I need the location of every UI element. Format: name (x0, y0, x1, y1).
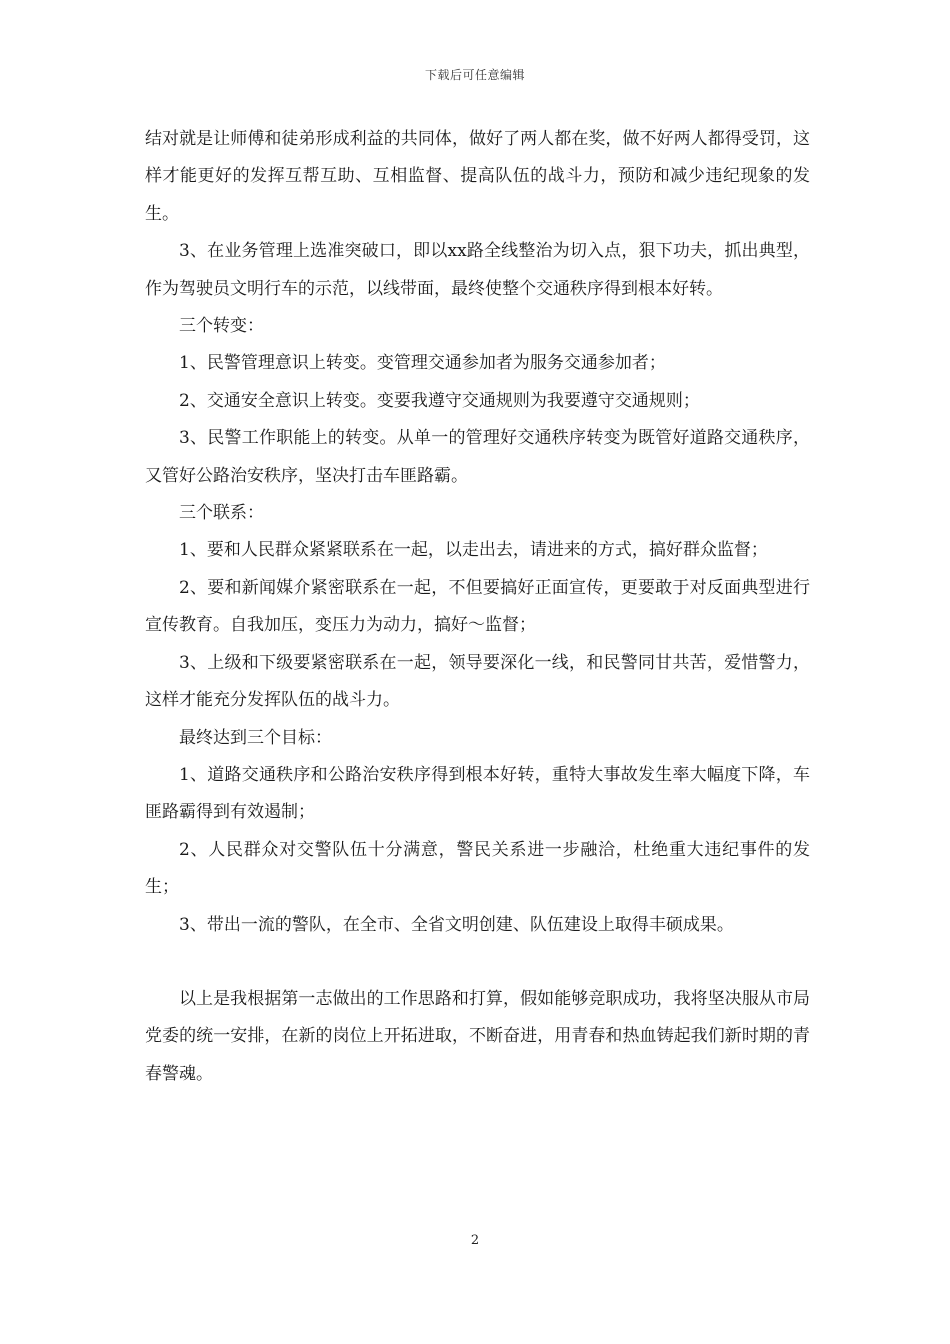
page-number: 2 (470, 1233, 480, 1248)
list-item: 1、要和人民群众紧紧联系在一起，以走出去，请进来的方式，搞好群众监督； (179, 540, 768, 561)
section-heading: 三个联系： (179, 503, 264, 524)
list-item: 2、人民群众对交警队伍十分满意，警民关系进一步融洽，杜绝重大违纪事件的发生； (145, 839, 810, 898)
list-item: 3、民警工作职能上的转变。从单一的管理好交通秩序转变为既管好道路交通秩序，又管好公路治安秩序，坚决打击车匪路霸。 (145, 428, 810, 486)
list-item: 2、交通安全意识上转变。变要我遵守交通规则为我要遵守交通规则； (179, 390, 700, 411)
list-item: 3、上级和下级要紧密联系在一起，领导要深化一线，和民警同甘共苦，爱惜警力，这样才能充分发挥队伍的战斗力。 (145, 652, 810, 711)
section-heading: 最终达到三个目标： (179, 727, 332, 748)
list-item: 1、民警管理意识上转变。变管理交通参加者为服务交通参加者； (179, 353, 666, 374)
paragraph: 结对就是让师傅和徒弟形成利益的共同体，做好了两人都在奖，做不好两人都得受罚，这样才能更好的发挥互帮互助、互相监督、提高队伍的战斗力，预防和减少违纪现象的发生。 (145, 129, 810, 224)
section-heading: 三个转变： (179, 316, 264, 337)
list-item: 3、带出一流的警队，在全市、全省文明创建、队伍建设上取得丰硕成果。 (179, 914, 734, 935)
list-item: 1、道路交通秩序和公路治安秩序得到根本好转，重特大事故发生率大幅度下降，车匪路霸得到有效遏制； (145, 764, 810, 823)
blank-line (145, 944, 810, 981)
list-item: 2、要和新闻媒介紧密联系在一起，不但要搞好正面宣传，更要敢于对反面典型进行宣传教育。自我加压，变压力为动力，搞好～监督； (145, 577, 810, 636)
closing-paragraph: 以上是我根据第一志做出的工作思路和打算，假如能够竞职成功，我将坚决服从市局党委的统一安排，在新的岗位上开拓进取，不断奋进，用青春和热血铸起我们新时期的青春警魂。 (145, 988, 810, 1084)
paragraph: 3、在业务管理上选准突破口，即以xx路全线整治为切入点，狠下功夫，抓出典型，作为驾驶员文明行车的示范，以线带面，最终使整个交通秩序得到根本好转。 (145, 241, 810, 299)
page-header: 下载后可任意编辑 (424, 68, 525, 82)
document-body (145, 121, 810, 1093)
